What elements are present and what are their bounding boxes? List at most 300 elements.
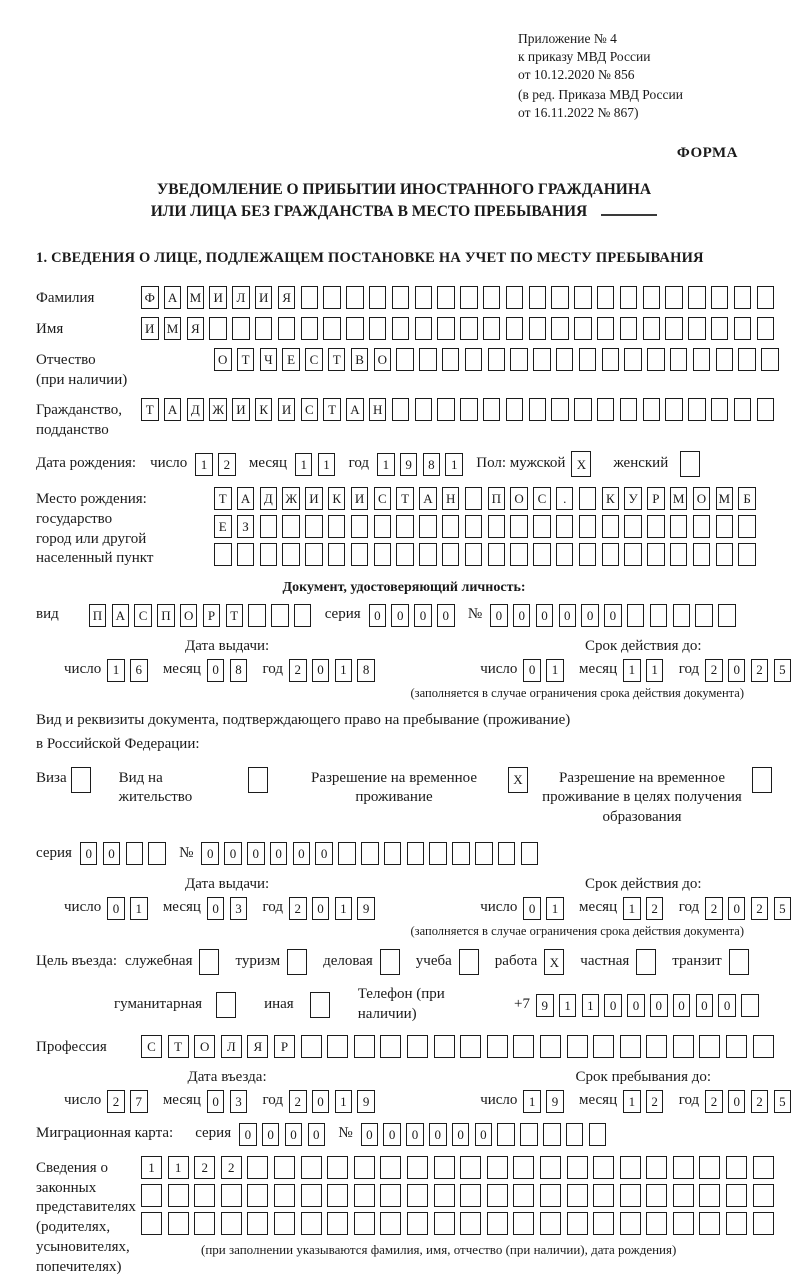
form-cell: А — [112, 604, 130, 627]
form-cell — [716, 348, 734, 371]
form-cell — [646, 1212, 667, 1235]
form-cell: О — [374, 348, 392, 371]
form-cell — [567, 1184, 588, 1207]
form-cell — [407, 842, 425, 865]
issue-date-label: Дата выдачи: — [184, 637, 270, 654]
form-cell — [753, 1212, 774, 1235]
form-cell — [513, 1035, 534, 1058]
form-cell: 2 — [221, 1156, 242, 1179]
form-cell — [274, 1156, 295, 1179]
limited-validity-note: (заполняется в случае ограничения срока действия документа) — [410, 685, 744, 700]
form-cell — [726, 1035, 747, 1058]
form-cell: И — [232, 398, 250, 421]
temp-residence-checkbox — [508, 767, 528, 793]
form-cell: Ж — [209, 398, 227, 421]
name-label: Имя — [36, 320, 64, 337]
form-cell: О — [194, 1035, 215, 1058]
form-cell — [305, 515, 323, 538]
form-cell — [483, 398, 501, 421]
form-cell — [726, 1156, 747, 1179]
form-cell — [442, 543, 460, 566]
sex-female-checkbox — [680, 451, 700, 477]
form-cell — [354, 1156, 375, 1179]
form-cell — [460, 317, 478, 340]
form-cell: 1 — [623, 897, 641, 920]
form-cell — [232, 317, 250, 340]
form-cell — [488, 515, 506, 538]
surname-row — [36, 286, 772, 309]
form-cell: Т — [168, 1035, 189, 1058]
form-cell — [688, 286, 706, 309]
form-cell — [460, 1035, 481, 1058]
form-cell — [475, 842, 493, 865]
id-doc-heading: Документ, удостоверяющий личность: — [282, 580, 526, 596]
form-cell: 0 — [728, 897, 746, 920]
purpose-row2 — [114, 985, 772, 1025]
form-cell — [465, 515, 483, 538]
phone-prefix: +7 — [514, 996, 531, 1013]
form-cell: 2 — [705, 897, 723, 920]
form-cell: М — [670, 487, 688, 510]
number-label: № — [338, 1125, 353, 1142]
form-cell: С — [374, 487, 392, 510]
form-cell: О — [510, 487, 528, 510]
form-cell — [734, 398, 752, 421]
form-cell — [680, 451, 700, 477]
form-cell: 0 — [391, 604, 409, 627]
form-cell — [510, 543, 528, 566]
form-cell: 1 — [141, 1156, 162, 1179]
form-cell: 1 — [335, 659, 353, 682]
form-cell: Н — [442, 487, 460, 510]
birthplace-label: Место рождения: государство город или другой населенный пункт — [36, 491, 154, 567]
form-cell — [646, 1156, 667, 1179]
doc-number-cells — [490, 604, 741, 627]
humanitarian-checkbox — [216, 992, 236, 1018]
form-cell: П — [488, 487, 506, 510]
blank-underline — [601, 202, 657, 216]
form-cell: А — [237, 487, 255, 510]
form-cell — [647, 543, 665, 566]
option-edu-residence: Разрешение на временное проживание в целях получения образования — [542, 765, 772, 828]
form-cell — [407, 1156, 428, 1179]
form-cell — [282, 543, 300, 566]
form-cell — [757, 286, 775, 309]
form-cell — [753, 1035, 774, 1058]
edu-residence-checkbox — [752, 767, 772, 793]
form-cell: 1 — [130, 897, 148, 920]
form-cell — [761, 348, 779, 371]
form-cell — [627, 604, 645, 627]
form-cell: А — [346, 398, 364, 421]
form-cell — [753, 1184, 774, 1207]
form-cell: 0 — [239, 1123, 257, 1146]
form-cell — [255, 317, 273, 340]
form-cell — [407, 1212, 428, 1235]
form-cell: 1 — [546, 897, 564, 920]
form-cell — [738, 348, 756, 371]
form-cell: 0 — [559, 604, 577, 627]
year-label: год — [348, 455, 370, 472]
birthplace-cells — [214, 487, 761, 566]
form-cell — [274, 1184, 295, 1207]
form-cell: М — [716, 487, 734, 510]
form-cell — [260, 515, 278, 538]
form-cell — [574, 398, 592, 421]
stay-until-day-cells — [523, 1090, 569, 1113]
form-cell — [460, 286, 478, 309]
phone-label: Телефон (при наличии) — [357, 986, 445, 1023]
annex-line: (в ред. Приказа МВД России — [518, 87, 683, 103]
form-cell — [597, 317, 615, 340]
form-cell: 0 — [414, 604, 432, 627]
form-cell: Р — [647, 487, 665, 510]
form-cell: К — [328, 487, 346, 510]
stay-doc-series-row — [36, 842, 772, 865]
form-cell — [323, 286, 341, 309]
form-cell — [214, 543, 232, 566]
form-cell: 0 — [308, 1123, 326, 1146]
form-cell — [459, 949, 479, 975]
sex-male-label: Пол: мужской — [476, 455, 566, 472]
form-cell: 1 — [546, 659, 564, 682]
stay-doc-line1: Вид и реквизиты документа, подтверждающего право на пребывание (проживание) — [36, 712, 571, 729]
form-cell: 1 — [195, 453, 213, 476]
form-cell: 0 — [247, 842, 265, 865]
form-cell — [396, 348, 414, 371]
name-cells — [141, 317, 779, 340]
form-cell — [521, 842, 539, 865]
form-cell — [738, 543, 756, 566]
form-title-line1: УВЕДОМЛЕНИЕ О ПРИБЫТИИ ИНОСТРАННОГО ГРАЖДАНИНА — [156, 180, 652, 198]
form-cell — [579, 487, 597, 510]
form-cell — [556, 543, 574, 566]
form-cell — [301, 1212, 322, 1235]
form-cell — [194, 1212, 215, 1235]
form-cell — [620, 1212, 641, 1235]
form-cell: 2 — [218, 453, 236, 476]
form-cell — [513, 1156, 534, 1179]
form-cell: 0 — [312, 659, 330, 682]
form-cell: Т — [323, 398, 341, 421]
form-cell — [567, 1035, 588, 1058]
birth-day-cells — [195, 453, 241, 476]
form-cell — [327, 1156, 348, 1179]
form-cell — [301, 286, 319, 309]
birthdate-label: Дата рождения: — [36, 455, 137, 472]
form-cell — [579, 515, 597, 538]
form-cell — [380, 1212, 401, 1235]
stay-valid-year-cells — [705, 897, 796, 920]
form-cell — [693, 348, 711, 371]
id-doc-issue-group: Дата выдачи: число 1 6 месяц 0 8 год 2 0 1 8 — [64, 637, 390, 682]
representatives-row — [36, 1156, 772, 1277]
form-cell — [506, 398, 524, 421]
stay-doc-valid-group: Срок действия до: число 0 1 месяц 1 2 год 2 0 2 5 — [480, 875, 800, 920]
form-cell: 2 — [751, 659, 769, 682]
form-cell — [540, 1184, 561, 1207]
form-cell: 0 — [475, 1123, 493, 1146]
limited-validity-note: (заполняется в случае ограничения срока действия документа) — [410, 923, 744, 938]
form-cell: 0 — [604, 604, 622, 627]
form-cell — [543, 1123, 561, 1146]
form-cell — [437, 317, 455, 340]
form-cell — [415, 398, 433, 421]
form-cell: 0 — [429, 1123, 447, 1146]
form-cell — [620, 1156, 641, 1179]
id-doc-row — [36, 604, 772, 627]
form-cell — [384, 842, 402, 865]
form-cell: 5 — [774, 897, 792, 920]
form-cell — [380, 1156, 401, 1179]
form-cell — [734, 317, 752, 340]
form-cell — [407, 1184, 428, 1207]
form-cell — [643, 398, 661, 421]
form-cell: 0 — [650, 994, 668, 1017]
form-cell: 6 — [130, 659, 148, 682]
form-cell: 0 — [581, 604, 599, 627]
form-cell: 8 — [423, 453, 441, 476]
form-cell — [434, 1184, 455, 1207]
id-doc-dates — [36, 637, 786, 682]
purpose-business: деловая — [323, 949, 408, 975]
representatives-label: Сведения о законных представителях (родителях, усыновителях, попечителях) — [36, 1159, 136, 1275]
form-cell: И — [141, 317, 159, 340]
form-cell: 0 — [207, 1090, 225, 1113]
form-cell: 2 — [751, 897, 769, 920]
form-cell — [711, 286, 729, 309]
form-cell: А — [164, 398, 182, 421]
form-cell — [465, 487, 483, 510]
form-cell: 9 — [357, 1090, 375, 1113]
form-cell — [533, 515, 551, 538]
section1-heading: 1. СВЕДЕНИЯ О ЛИЦЕ, ПОДЛЕЖАЩЕМ ПОСТАНОВКЕ НА УЧЕТ ПО МЕСТУ ПРЕБЫВАНИЯ — [36, 249, 704, 266]
form-cell: 9 — [536, 994, 554, 1017]
form-cell — [520, 1123, 538, 1146]
form-cell — [260, 543, 278, 566]
form-cell — [415, 317, 433, 340]
form-cell — [483, 286, 501, 309]
form-cell — [556, 348, 574, 371]
form-cell — [237, 543, 255, 566]
form-cell — [602, 543, 620, 566]
form-cell — [380, 1184, 401, 1207]
form-cell: 0 — [696, 994, 714, 1017]
form-cell — [551, 317, 569, 340]
mc-number-cells — [361, 1123, 612, 1146]
stay-doc-dates — [36, 875, 786, 920]
form-cell — [551, 398, 569, 421]
form-cell: 0 — [718, 994, 736, 1017]
form-cell — [673, 1156, 694, 1179]
form-cell: Ч — [260, 348, 278, 371]
form-cell — [301, 1035, 322, 1058]
form-cell — [589, 1123, 607, 1146]
birthdate-row — [36, 451, 772, 477]
form-cell — [361, 842, 379, 865]
stay-doc-options — [36, 765, 772, 828]
patronymic-row — [36, 348, 772, 391]
form-cell — [647, 515, 665, 538]
form-cell: 0 — [406, 1123, 424, 1146]
form-cell — [711, 398, 729, 421]
form-cell: 0 — [383, 1123, 401, 1146]
form-cell: 0 — [523, 897, 541, 920]
form-cell — [513, 1212, 534, 1235]
form-cell — [209, 317, 227, 340]
form-cell — [392, 398, 410, 421]
purpose-official: служебная — [125, 949, 228, 975]
form-cell — [328, 515, 346, 538]
form-cell — [556, 515, 574, 538]
form-cell — [354, 1035, 375, 1058]
option-visa: Виза — [36, 765, 91, 793]
business-checkbox — [380, 949, 400, 975]
form-cell — [665, 286, 683, 309]
form-cell: 0 — [224, 842, 242, 865]
form-cell — [248, 767, 268, 793]
form-cell — [487, 1035, 508, 1058]
form-cell: Я — [247, 1035, 268, 1058]
form-cell: Б — [738, 487, 756, 510]
form-cell — [442, 515, 460, 538]
form-cell — [354, 1184, 375, 1207]
form-cell: 0 — [207, 897, 225, 920]
form-cell: 1 — [445, 453, 463, 476]
form-cell — [693, 515, 711, 538]
form-cell — [248, 604, 266, 627]
form-cell — [71, 767, 91, 793]
form-cell — [282, 515, 300, 538]
entry-year-cells — [289, 1090, 380, 1113]
form-cell — [487, 1184, 508, 1207]
form-cell — [716, 515, 734, 538]
form-cell — [498, 842, 516, 865]
form-cell — [437, 398, 455, 421]
form-cell: 0 — [312, 1090, 330, 1113]
form-cell: 0 — [627, 994, 645, 1017]
form-cell — [711, 317, 729, 340]
form-cell: Ф — [141, 286, 159, 309]
form-cell — [126, 842, 144, 865]
form-cell — [216, 992, 236, 1018]
form-cell — [465, 543, 483, 566]
form-cell: С — [305, 348, 323, 371]
form-cell — [529, 398, 547, 421]
form-cell: Д — [260, 487, 278, 510]
form-cell — [323, 317, 341, 340]
form-cell — [699, 1212, 720, 1235]
form-cell — [419, 348, 437, 371]
form-cell — [487, 1156, 508, 1179]
form-cell — [488, 348, 506, 371]
form-cell: 1 — [377, 453, 395, 476]
form-cell — [673, 1184, 694, 1207]
form-cell — [460, 1212, 481, 1235]
form-cell — [540, 1156, 561, 1179]
birth-year-cells — [377, 453, 468, 476]
patronymic-cells — [214, 348, 784, 371]
form-cell — [247, 1212, 268, 1235]
annex-line: Приложение № 4 — [518, 31, 617, 46]
issue-month-cells — [207, 659, 253, 682]
form-cell: Л — [232, 286, 250, 309]
form-cell — [487, 1212, 508, 1235]
form-cell: 0 — [315, 842, 333, 865]
stay-valid-month-cells — [623, 897, 669, 920]
form-cell: С — [301, 398, 319, 421]
form-cell — [699, 1184, 720, 1207]
profession-label: Профессия — [36, 1038, 107, 1055]
annex-line: от 10.12.2020 № 856 — [518, 66, 635, 82]
series-label: серия — [324, 606, 361, 623]
representatives-note: (при заполнении указываются фамилия, имя, отчество (при наличии), дата рождения) — [201, 1241, 677, 1257]
form-cell — [643, 317, 661, 340]
form-cell — [168, 1212, 189, 1235]
purpose-tourism: туризм — [235, 949, 315, 975]
form-cell — [380, 1035, 401, 1058]
entry-day-cells — [107, 1090, 153, 1113]
form-cell — [460, 1184, 481, 1207]
form-cell — [247, 1184, 268, 1207]
form-cell: X — [544, 949, 564, 975]
stay-valid-day-cells — [523, 897, 569, 920]
form-cell: 5 — [774, 1090, 792, 1113]
official-checkbox — [199, 949, 219, 975]
representatives-cells — [141, 1156, 779, 1258]
form-cell: 0 — [312, 897, 330, 920]
form-cell — [757, 398, 775, 421]
form-cell — [752, 767, 772, 793]
form-cell — [602, 348, 620, 371]
form-cell: 1 — [107, 659, 125, 682]
form-cell — [429, 842, 447, 865]
form-cell — [396, 515, 414, 538]
form-cell — [506, 317, 524, 340]
form-cell — [699, 1156, 720, 1179]
form-cell: Е — [282, 348, 300, 371]
form-cell — [718, 604, 736, 627]
form-cell — [141, 1212, 162, 1235]
form-cell — [278, 317, 296, 340]
form-cell: 7 — [130, 1090, 148, 1113]
form-cell: 0 — [80, 842, 98, 865]
form-cell — [305, 543, 323, 566]
form-cell — [510, 515, 528, 538]
form-cell — [141, 1184, 162, 1207]
phone-cells — [536, 994, 764, 1017]
form-cell: Л — [221, 1035, 242, 1058]
form-cell — [434, 1212, 455, 1235]
form-cell: Т — [237, 348, 255, 371]
form-cell — [351, 515, 369, 538]
series-label: серия — [36, 844, 72, 861]
form-cell: 0 — [270, 842, 288, 865]
form-cell — [301, 1184, 322, 1207]
form-cell — [646, 1184, 667, 1207]
form-cell — [566, 1123, 584, 1146]
stay-doc-line2: в Российской Федерации: — [36, 735, 200, 752]
stay-doc-issue-group: Дата выдачи: число 0 1 месяц 0 3 год 2 0 1 9 — [64, 875, 390, 920]
form-cell — [665, 317, 683, 340]
form-cell — [624, 515, 642, 538]
stay-until-group: Срок пребывания до: число 1 9 месяц 1 2 год 2 0 2 5 — [480, 1068, 800, 1113]
form-cell: Т — [226, 604, 244, 627]
profession-cells — [141, 1035, 779, 1058]
forma-label: ФОРМА — [676, 145, 738, 162]
private-checkbox — [636, 949, 656, 975]
valid-until-label: Срок действия до: — [584, 637, 702, 654]
